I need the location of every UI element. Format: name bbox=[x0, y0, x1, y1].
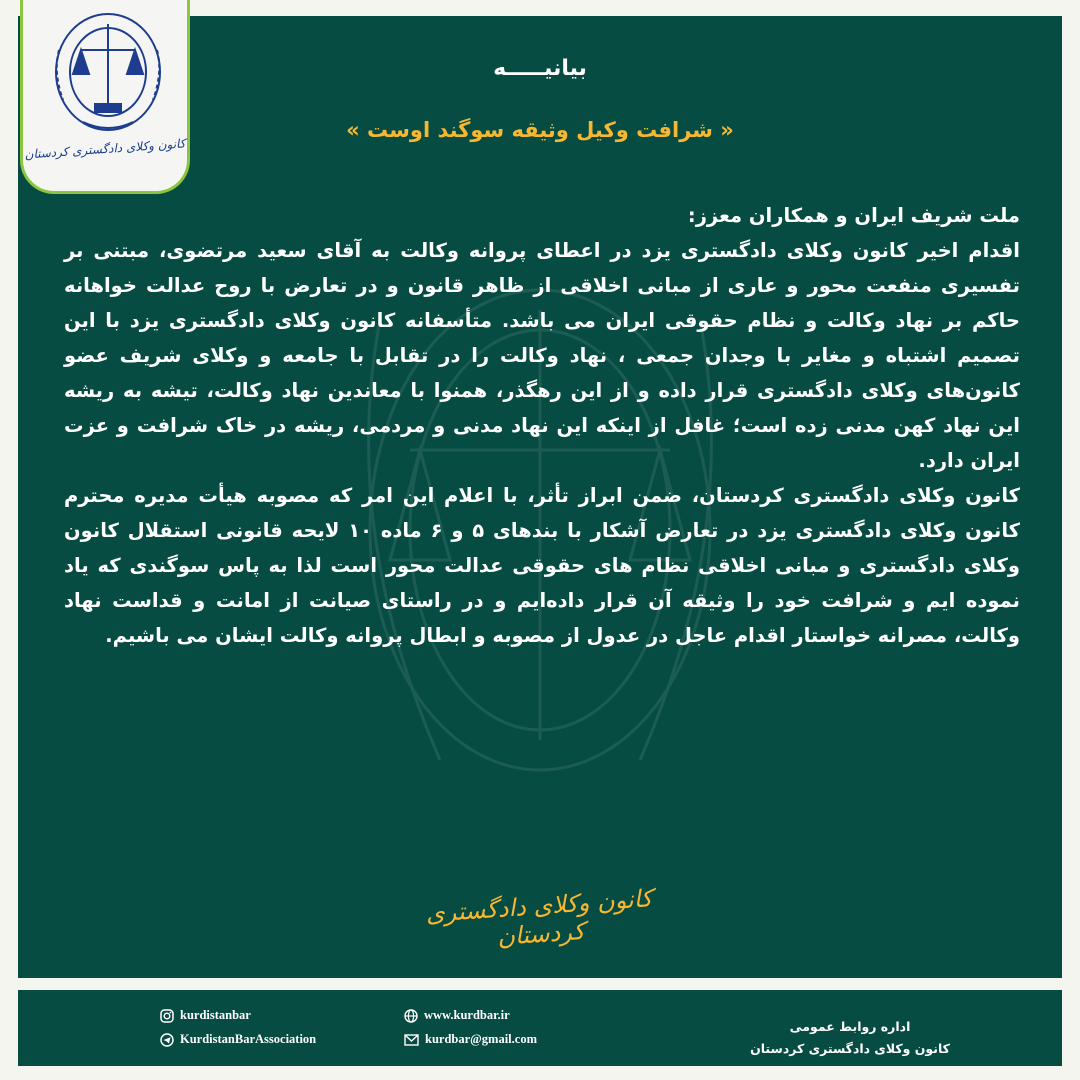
telegram-contact[interactable] bbox=[160, 1032, 316, 1047]
department-line: کانون وکلای دادگستری کردستان bbox=[750, 1041, 950, 1056]
statement-body bbox=[64, 198, 1020, 653]
signature: کانون وکلای دادگستری کردستان bbox=[424, 884, 654, 951]
logo-card bbox=[20, 0, 190, 194]
page-title: بیانیـــــه bbox=[493, 56, 587, 81]
logo-caption: کانون وکلای دادگستری کردستان bbox=[24, 136, 186, 162]
globe-icon bbox=[404, 1009, 418, 1023]
page-subtitle: « شرافت وکیل وثیقه سوگند اوست » bbox=[346, 118, 734, 142]
website-link: www.kurdbar.ir bbox=[424, 1008, 510, 1022]
envelope-icon bbox=[404, 1034, 419, 1046]
department-info bbox=[730, 1016, 970, 1060]
instagram-contact[interactable] bbox=[160, 1008, 251, 1023]
website-contact[interactable] bbox=[404, 1008, 510, 1023]
email-contact[interactable] bbox=[404, 1032, 537, 1047]
instagram-handle: kurdistanbar bbox=[180, 1008, 251, 1022]
statement-paragraph: اقدام اخیر کانون وکلای دادگستری یزد در اعطای پروانه وکالت به آقای سعید مرتضوی، مبتنی بر تفسیری منفعت محور و عاری از مبانی اخلاقی از ظاهر قانون و در تعارض با روح عدالت خواهانه حاکم بر نهاد وکالت و نظام حقوقی ایران می باشد. متأسفانه کانون وکلای دادگستری یزد با این تصمیم اشتباه و مغایر با وجدان جمعی ، نهاد وکالت را در تقابل با جامعه و وکلای شریف عضو کانون‌های وکلای دادگستری قرار داده و از این رهگذر، همنوا با معاندین نهاد وکالت، تیشه به ریشه این نهاد کهن مدنی زده است؛ غافل از اینکه این نهاد مدنی و مردمی، ریشه در خاک شرافت و عزت ایران دارد. bbox=[64, 239, 1020, 472]
statement-greeting: ملت شریف ایران و همکاران معزز: bbox=[687, 204, 1020, 227]
department-line: اداره روابط عمومی bbox=[789, 1019, 911, 1034]
scales-of-justice-emblem-icon bbox=[53, 10, 163, 134]
statement-paragraph: کانون وکلای دادگستری کردستان، ضمن ابراز تأثر، با اعلام این امر که مصوبه هیأت مدیره محترم کانون وکلای دادگستری یزد در تعارض آشکار با بندهای ۵ و ۶ ماده ۱۰ لایحه قانونی استقلال کانون وکلای دادگستری و مبانی اخلاقی نظام های حقوقی عدالت محور است لذا به پاس سوگندی که یاد نموده ایم و شرافت خود را وثیقه آن قرار داده‌ایم و در راستای صیانت از امانت و قداست نهاد وکالت، مصرانه خواستار اقدام عاجل در عدول از مصوبه و ابطال پروانه وکالت ایشان می باشیم. bbox=[64, 484, 1021, 647]
telegram-handle: KurdistanBarAssociation bbox=[180, 1032, 317, 1046]
telegram-icon bbox=[160, 1033, 174, 1047]
email-address: kurdbar@gmail.com bbox=[425, 1032, 537, 1046]
instagram-icon bbox=[160, 1009, 174, 1023]
